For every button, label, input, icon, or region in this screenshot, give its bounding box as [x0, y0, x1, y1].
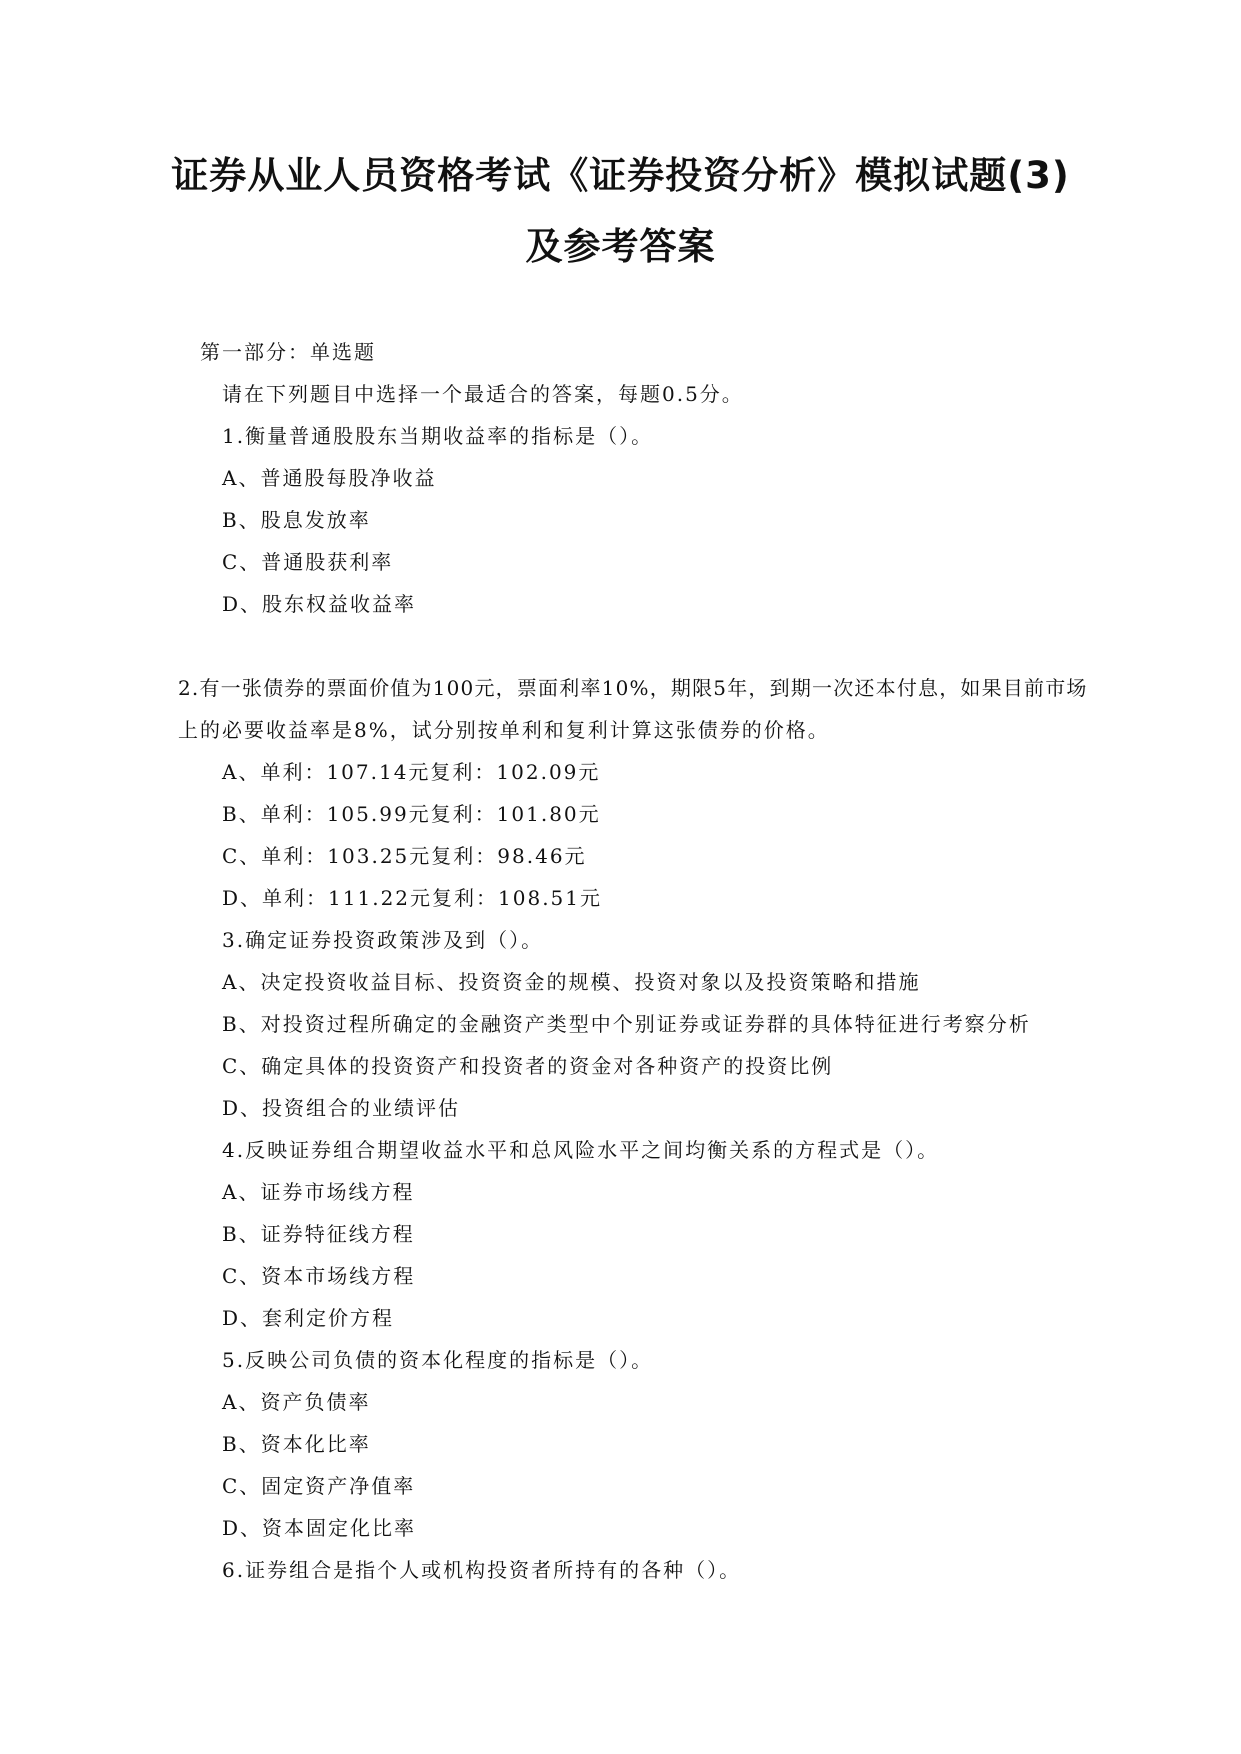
question-2-option-b: B、单利：105.99元复利：101.80元: [222, 802, 601, 826]
question-3-option-a: A、决定投资收益目标、投资资金的规模、投资对象以及投资策略和措施: [222, 970, 921, 994]
question-3-option-c: C、确定具体的投资资产和投资者的资金对各种资产的投资比例: [222, 1054, 834, 1078]
question-4-option-b: B、证券特征线方程: [222, 1222, 415, 1246]
question-5-option-c: C、固定资产净值率: [222, 1474, 416, 1498]
question-6-stem: 6.证券组合是指个人或机构投资者所持有的各种（）。: [222, 1558, 742, 1582]
question-2-option-a: A、单利：107.14元复利：102.09元: [222, 760, 601, 784]
question-4-option-a: A、证券市场线方程: [222, 1180, 415, 1204]
question-1-option-b: B、股息发放率: [222, 508, 371, 532]
question-4-option-d: D、套利定价方程: [222, 1306, 395, 1330]
question-1-option-c: C、普通股获利率: [222, 550, 394, 574]
section-heading: 第一部分：单选题: [200, 340, 376, 364]
question-2-option-c: C、单利：103.25元复利：98.46元: [222, 844, 587, 868]
question-5-stem: 5.反映公司负债的资本化程度的指标是（）。: [222, 1348, 654, 1372]
question-3-stem: 3.确定证券投资政策涉及到（）。: [222, 928, 544, 952]
document-title-line-2: 及参考答案: [525, 225, 716, 268]
question-1-option-d: D、股东权益收益率: [222, 592, 417, 616]
question-5-option-a: A、资产负债率: [222, 1390, 371, 1414]
question-1-stem: 1.衡量普通股股东当期收益率的指标是（）。: [222, 424, 654, 448]
question-5-option-d: D、资本固定化比率: [222, 1516, 417, 1540]
question-4-option-c: C、资本市场线方程: [222, 1264, 416, 1288]
question-5-option-b: B、资本化比率: [222, 1432, 371, 1456]
question-3-option-b: B、对投资过程所确定的金融资产类型中个别证券或证券群的具体特征进行考察分析: [222, 1012, 1031, 1036]
question-2-option-d: D、单利：111.22元复利：108.51元: [222, 886, 602, 910]
document-title-line-1: 证券从业人员资格考试《证券投资分析》模拟试题(3): [171, 154, 1070, 197]
question-1-option-a: A、普通股每股净收益: [222, 466, 437, 490]
question-2-stem-line-2: 上的必要收益率是8%，试分别按单利和复利计算这张债券的价格。: [178, 718, 830, 742]
question-2-stem-line-1: 2.有一张债券的票面价值为100元，票面利率10%，期限5年，到期一次还本付息，如果目前市场: [178, 676, 1088, 700]
question-4-stem: 4.反映证券组合期望收益水平和总风险水平之间均衡关系的方程式是（）。: [222, 1138, 940, 1162]
section-instruction: 请在下列题目中选择一个最适合的答案，每题0.5分。: [222, 382, 744, 406]
question-3-option-d: D、投资组合的业绩评估: [222, 1096, 461, 1120]
